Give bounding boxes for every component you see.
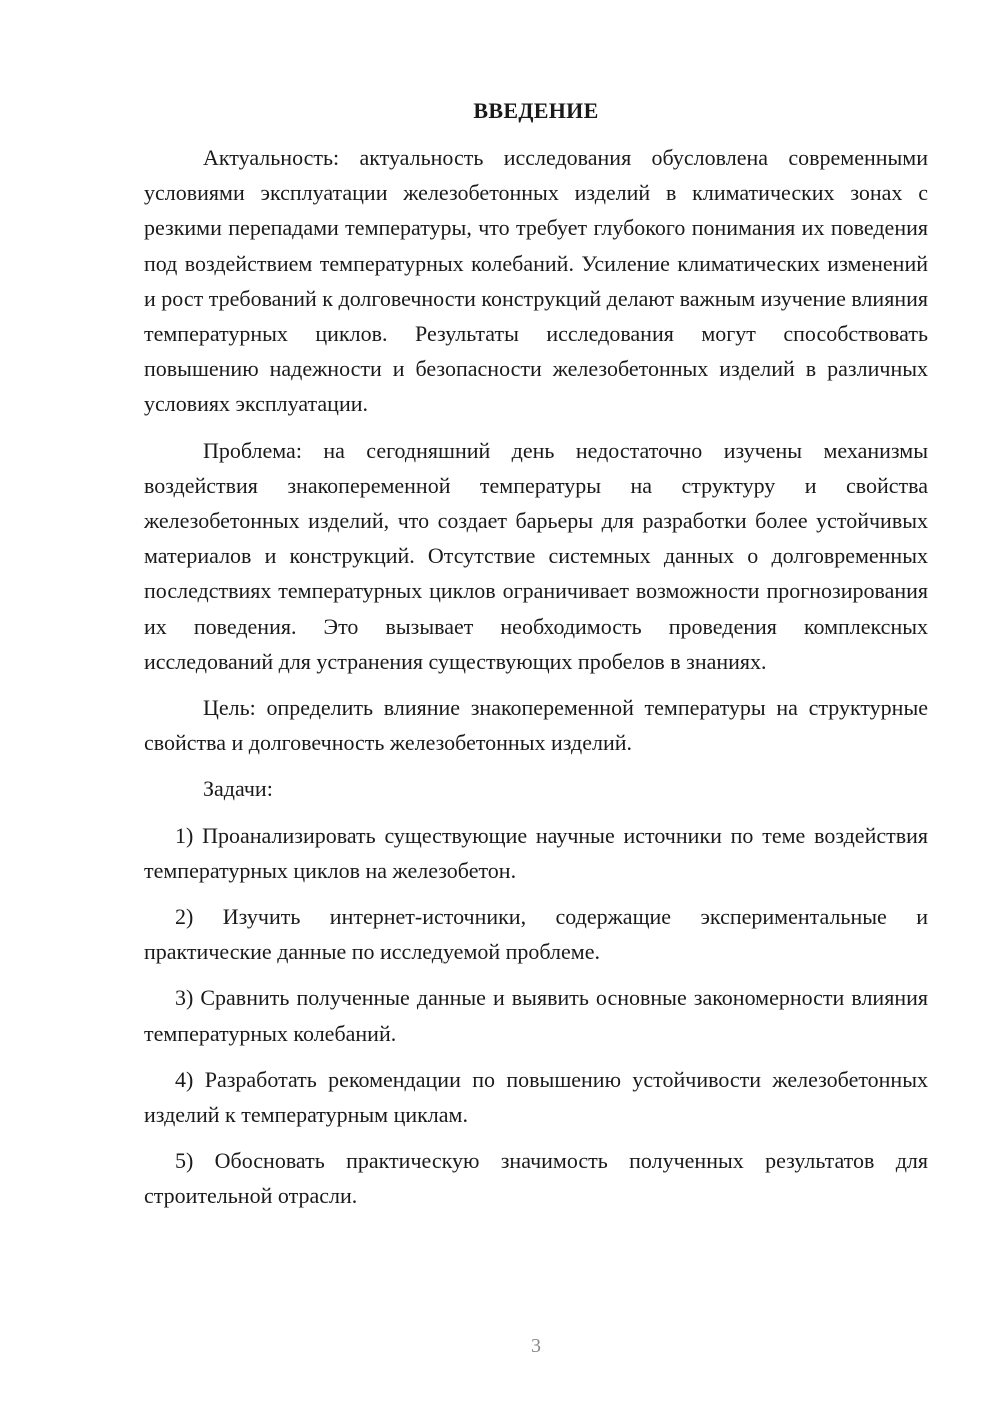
task-item: 2) Изучить интернет-источники, содержащие экспериментальные и практические данные по исследуемой проблеме. xyxy=(144,904,928,965)
task-item: 3) Сравнить полученные данные и выявить основные закономерности влияния температурных колебаний. xyxy=(144,985,928,1046)
goal-paragraph: Цель: определить влияние знакопеременной температуры на структурные свойства и долговечность железобетонных изделий. xyxy=(144,695,928,756)
page-title: ВВЕДЕНИЕ xyxy=(473,98,599,123)
tasks-heading: Задачи: xyxy=(203,776,273,802)
relevance-paragraph: Актуальность: актуальность исследования обусловлена современными условиями эксплуатации железобетонных изделий в климатических зонах с резкими перепадами температуры, что требует глубокого понимания их поведения под воздействием температурных колебаний. Усиление климатических изменений и рост требований к долговечности конструкций делают важным изучение влияния температурных циклов. Результаты исследования могут способствовать повышению надежности и безопасности железобетонных изделий в различных условиях эксплуатации. xyxy=(144,145,928,417)
task-item: 1) Проанализировать существующие научные источники по теме воздействия температурных циклов на железобетон. xyxy=(144,822,928,883)
tasks-list xyxy=(144,818,928,1214)
page-number: 3 xyxy=(531,1335,541,1357)
task-item: 4) Разработать рекомендации по повышению устойчивости железобетонных изделий к температурным циклам. xyxy=(144,1066,928,1128)
problem-paragraph: Проблема: на сегодняшний день недостаточно изучены механизмы воздействия знакопеременной температуры на структуру и свойства железобетонных изделий, что создает барьеры для разработки более устойчивых материалов и конструкций. Отсутствие системных данных о долговременных последствиях температурных циклов ограничивает возможности прогнозирования их поведения. Это вызывает необходимость проведения комплексных исследований для устранения существующих пробелов в знаниях. xyxy=(144,437,928,674)
task-item: 5) Обосновать практическую значимость полученных результатов для строительной отрасли. xyxy=(144,1148,928,1209)
document-body xyxy=(144,140,928,1225)
